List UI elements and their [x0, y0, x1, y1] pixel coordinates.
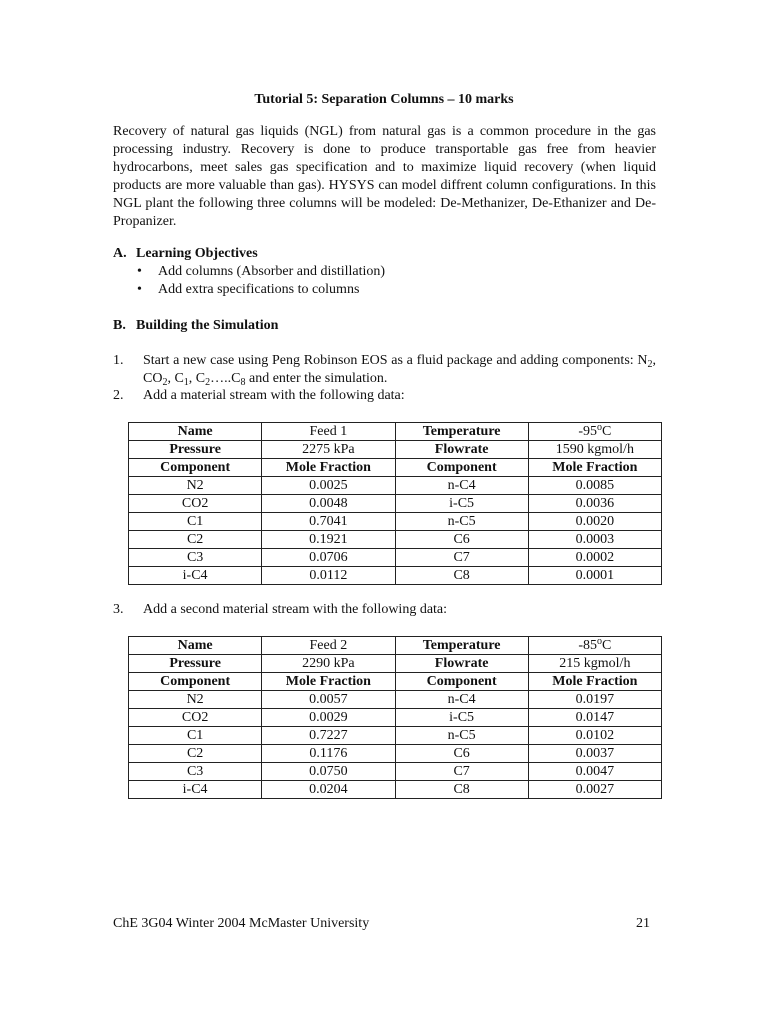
list-item: • Add extra specifications to columns — [137, 282, 360, 297]
section-b-title: Building the Simulation — [136, 318, 279, 333]
table-cell: 0.0147 — [528, 709, 661, 727]
bullet-icon: • — [137, 264, 142, 279]
table-row — [129, 549, 662, 567]
table-row — [129, 531, 662, 549]
section-b-heading — [113, 318, 278, 334]
table-row — [129, 727, 662, 745]
table-row: Name Feed 2 Temperature -85$^o$C — [129, 637, 662, 655]
table-cell: 0.0037 — [528, 745, 661, 763]
table-cell: 0.7227 — [262, 727, 395, 745]
table-row — [129, 477, 662, 495]
section-a-title: Learning Objectives — [136, 246, 258, 261]
bullet-icon: • — [137, 282, 142, 297]
feed-2-table — [128, 636, 662, 799]
table-header-row: Component Mole Fraction Component Mole Fraction — [129, 673, 662, 691]
table-cell: 0.0047 — [528, 763, 661, 781]
table-cell: 0.0027 — [528, 781, 661, 799]
table-row: Name Feed 1 Temperature -95$^o$C — [129, 423, 662, 441]
table-cell: C8 — [395, 781, 528, 799]
table-row — [129, 781, 662, 799]
table-cell: 0.0002 — [528, 549, 661, 567]
table-row: Pressure 2290 kPa Flowrate 215 kgmol/h — [129, 655, 662, 673]
table-cell: i-C5 — [395, 495, 528, 513]
table-cell: 0.0197 — [528, 691, 661, 709]
table-cell: CO2 — [129, 495, 262, 513]
table-cell: n-C4 — [395, 477, 528, 495]
table-cell: C8 — [395, 567, 528, 585]
step-3: 3. Add a second material stream with the following data: — [113, 602, 448, 617]
table-cell: 0.0001 — [528, 567, 661, 585]
table-cell: 0.0102 — [528, 727, 661, 745]
table-cell: n-C5 — [395, 513, 528, 531]
table-cell: C1 — [129, 727, 262, 745]
table-cell: 0.0750 — [262, 763, 395, 781]
table-cell: i-C4 — [129, 781, 262, 799]
table-cell: i-C4 — [129, 567, 262, 585]
table-cell: C7 — [395, 763, 528, 781]
table-row — [129, 763, 662, 781]
section-a-heading — [113, 246, 258, 262]
page-number: 21 — [636, 916, 650, 931]
table-row: Pressure 2275 kPa Flowrate 1590 kgmol/h — [129, 441, 662, 459]
table-cell: C6 — [395, 745, 528, 763]
step-1: 1. Start a new case using Peng Robinson EOS as a fluid package and adding components: $N_2$, $CO_2$, $C_1$, $C_2\dots..C_8$ and enter the simulation. — [113, 353, 656, 388]
table-cell: 0.0706 — [262, 549, 395, 567]
table-cell: C3 — [129, 763, 262, 781]
step-2: 2. Add a material stream with the following data: — [113, 388, 405, 403]
table-cell: N2 — [129, 477, 262, 495]
objectives-list — [130, 263, 385, 299]
intro-paragraph: Recovery of natural gas liquids (NGL) from natural gas is a common procedure in the gas processing industry. Recovery is done to produce transportable gas free from heavier hydrocarbons, meet sales gas specification and to maximize liquid recovery (when liquid products are more valuable than gas). HYSYS can model diffrent column configurations. In this NGL plant the following three columns will be modeled: De-Methanizer, De-Ethanizer and De-Propanizer. — [113, 124, 656, 229]
table-cell: 0.0029 — [262, 709, 395, 727]
table-cell: 0.1921 — [262, 531, 395, 549]
table-cell: 0.0085 — [528, 477, 661, 495]
table-cell: C7 — [395, 549, 528, 567]
table-row — [129, 495, 662, 513]
table-header-row: Component Mole Fraction Component Mole Fraction — [129, 459, 662, 477]
table-cell: N2 — [129, 691, 262, 709]
footer-course: ChE 3G04 Winter 2004 McMaster University — [113, 916, 370, 931]
table-cell: 0.0003 — [528, 531, 661, 549]
table-cell: n-C4 — [395, 691, 528, 709]
step-1-text: Start a new case using Peng Robinson EOS as a fluid package and adding components: $N_2$, $CO_2$, $C_1$, $C_2\dots..C_8$ and enter the simulation. — [143, 353, 656, 388]
table-cell: 0.0025 — [262, 477, 395, 495]
table-row — [129, 691, 662, 709]
table-cell: i-C5 — [395, 709, 528, 727]
table-cell: C3 — [129, 549, 262, 567]
list-item: • Add columns (Absorber and distillation) — [137, 264, 386, 279]
table-cell: C6 — [395, 531, 528, 549]
section-b-letter: B. — [113, 318, 126, 333]
table-cell: C1 — [129, 513, 262, 531]
table-row — [129, 745, 662, 763]
table-cell: 0.1176 — [262, 745, 395, 763]
table-cell: 0.0020 — [528, 513, 661, 531]
section-a-letter: A. — [113, 246, 127, 261]
page-title: Tutorial 5: Separation Columns – 10 marks — [254, 92, 514, 107]
table-cell: 0.0112 — [262, 567, 395, 585]
table-row — [129, 567, 662, 585]
table-cell: CO2 — [129, 709, 262, 727]
table-cell: n-C5 — [395, 727, 528, 745]
table-cell: 0.0036 — [528, 495, 661, 513]
table-cell: 0.0048 — [262, 495, 395, 513]
table-cell: C2 — [129, 531, 262, 549]
table-cell: 0.0204 — [262, 781, 395, 799]
table-cell: C2 — [129, 745, 262, 763]
feed-1-table — [128, 422, 662, 585]
table-cell: 0.7041 — [262, 513, 395, 531]
table-row — [129, 709, 662, 727]
table-cell: 0.0057 — [262, 691, 395, 709]
table-row — [129, 513, 662, 531]
